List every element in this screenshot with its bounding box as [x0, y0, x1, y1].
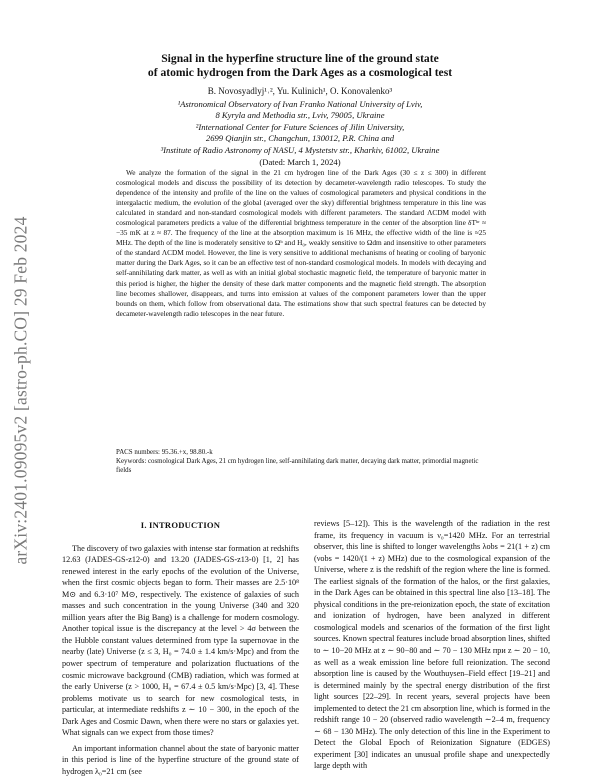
date-line: (Dated: March 1, 2024) — [259, 156, 341, 167]
left-column — [62, 520, 299, 777]
affiliation-1b: 8 Kyryla and Methodia str., Lviv, 79005, Ukraine — [215, 110, 385, 121]
author-names: B. Novosyadlyj¹˒², Yu. Kulinich¹, O. Konovalenko³ — [207, 86, 393, 96]
intro-paragraph-2: An important information channel about the state of baryonic matter in this period is line of the hyperfine structure of the ground state of hydrogen λ₀=21 cm (see — [62, 743, 299, 776]
abstract: We analyze the formation of the signal in the 21 cm hydrogen line of the Dark Ages (30 ≤ z ≤ 300) in different cosmological models and discuss the possibility of its detection by decameter-wavelength radio telescopes. To study the dependence of the intensity and profile of the line on the values of cosmological parameters and physical conditions in the intergalactic medium, the evolution of the global (averaged over the sky) differential brightness temperature in this line was calculated in standard and non-standard cosmological models with different parameters. The standard ΛCDM model with cosmological parameters predicts a value of the differential brightness temperature in the center of the absorption line δTᵇʳ ≈ −35 mK at z ≈ 87. The frequency of the line at the absorption maximum is 16 MHz, the effective width of the line is ≈25 MHz. The depth of the line is moderately sensitive to Ωᵇ and H₀, weakly sensitive to Ωdm and insensitive to other parameters of the standard ΛCDM model. However, the line is very sensitive to additional mechanisms of heating or cooling of baryonic matter during the Dark Ages, so it can be an effective test of non-standard cosmological models. In models with decaying and self-annihilating dark matter, as well as with an initial global stochastic magnetic field, the temperature of baryonic matter in this period is higher, the higher the density of these dark matter components and the magnetic field strength. The absorption line becomes shallower, disappears, and turns into emission at values of the component parameters lower than the upper bounds on them, which follow from observational data. The estimations show that such spectral features can be detected by decameter-wavelength radio telescopes in the near future. — [116, 168, 486, 318]
paper-title — [95, 52, 505, 80]
title-line-2: of atomic hydrogen from the Dark Ages as a cosmological test — [147, 66, 453, 79]
title-line-1: Signal in the hyperfine structure line of the ground state — [161, 52, 439, 65]
arxiv-identifier — [6, 130, 36, 650]
author-block — [95, 86, 505, 168]
affiliation-3: ³Institute of Radio Astronomy of NASU, 4 Mystetstv str., Kharkiv, 61002, Ukraine — [160, 144, 440, 155]
intro-paragraph-continued: reviews [5–12]). This is the wavelength of the radiation in the rest frame, its frequency in vacuum is ν₀=1420 MHz. For an terrestrial observer, this line is shifted to longer wavelengths λobs = 21(1 + z) cm (νobs = 1420/(1 + z) MHz) due to the cosmological expansion of the Universe, where z is the redshift of the region where the line is formed. The earliest signals of the formation of the halos, or the first galaxies, in the Dark Ages can be obtained in this spectral line also [13–18]. The physical conditions in the pre-reionization epoch, the state of excitation and ionization of hydrogen, have been analyzed in different cosmological models and scenarios of the formation of the first light sources. Known spectral features include broad absorption lines, shifted to ∼ 10−20 MHz at z ∼ 90−80 and ∼ 70 − 130 MHz при z ∼ 20 − 10, as well as a weak emission line before full reionization. The second absorption line is caused by the Wouthuysen–Field effect [19–21] and is determined mainly by the spectral energy distribution of the first light sources [22–29]. In recent years, several projects have been implemented to detect the 21 cm absorption line, which is formed in the redshift range 10 − 20 (observed radio wavelength ∼2–4 m, frequency ∼ 68 − 130 MHz). The only detection of this line in the Experiment to Detect the Global Epoch of Reionization Signature (EDGES) experiment [30] indicates an unusual profile shape and unexpectedly large depth with — [314, 519, 550, 771]
intro-paragraph-1: The discovery of two galaxies with intense star formation at redshifts 12.63 (JADES-GS-z12-0) and 13.20 (JADES-GS-z13-0) [1, 2] has renewed interest in the early epochs of the evolution of the Universe, when the first cosmic objects began to form. Their masses are 2.5·10⁸ M⊙ and 6.3·10⁷ M⊙, respectively. The existence of galaxies of such masses and such concentration in the young Universe (340 and 320 million years after the Big Bang) is a challenge for modern cosmology. Another topical issue is the discrepancy at the level > 4σ between the the Hubble constant values determined from type Ia supernovae in the nearby (late) Universe (z ≤ 3, H₀ = 74.0 ± 1.4 km/s·Mpc) and from the power spectrum of temperature and polarization fluctuations of the cosmic microwave background (CMB) radiation, which was formed at the early Universe (z > 1000, H₀ = 67.4 ± 0.5 km/s·Mpc) [3, 4]. These problems motivate us to search for new cosmological tests, in particular, at intermediate redshifts z ∼ 10 − 300, in the epoch of the Dark Ages and Cosmic Dawn, when there were no stars or galaxies yet. What signals can we expect from those times? — [62, 543, 299, 738]
section-heading: I. INTRODUCTION — [140, 520, 221, 530]
pacs-keywords — [116, 448, 486, 475]
affiliation-2a: ²International Center for Future Sciences of Jilin University, — [195, 121, 405, 132]
pacs-numbers: PACS numbers: 95.36.+x, 98.80.-k — [116, 449, 213, 456]
affiliation-1a: ¹Astronomical Observatory of Ivan Franko National University of Lviv, — [177, 98, 423, 109]
arxiv-id-text: arXiv:2401.09095v2 [astro-ph.CO] 29 Feb 2024 — [10, 215, 31, 565]
affiliation-2b: 2699 Qianjin str., Changchun, 130012, P.R. China and — [205, 133, 395, 144]
keywords: Keywords: cosmological Dark Ages, 21 cm hydrogen line, self-annihilating dark matter, decaying dark matter, primordial magnetic fields — [116, 458, 479, 475]
right-column — [314, 518, 550, 772]
